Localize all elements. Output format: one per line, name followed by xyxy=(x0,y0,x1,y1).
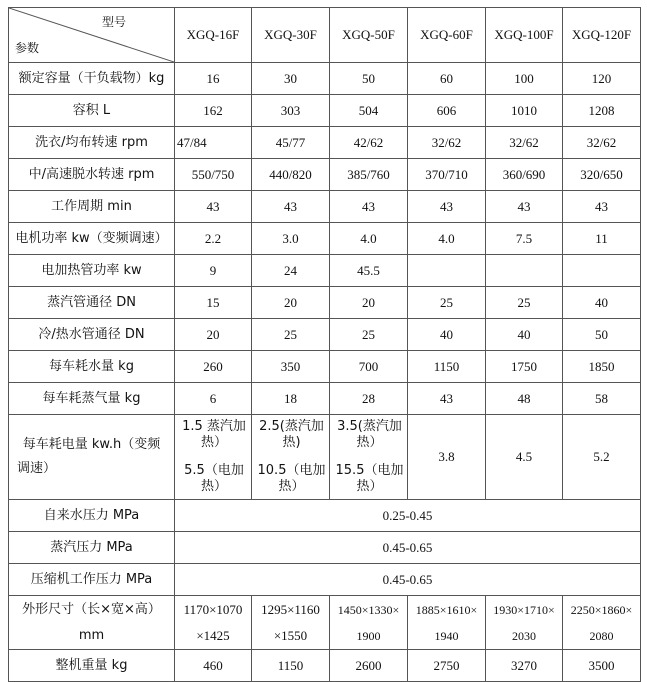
electric-heating-value: 5.5（电加热） xyxy=(184,463,244,494)
dimension-line: 2030 xyxy=(512,628,536,643)
table-row xyxy=(9,127,641,159)
table-row xyxy=(9,191,641,223)
value-cell xyxy=(563,596,641,650)
corner-cell xyxy=(9,8,175,63)
row-label: 自来水压力 MPa xyxy=(9,500,175,532)
row-label: 压缩机工作压力 MPa xyxy=(9,564,175,596)
value-cell xyxy=(486,596,563,650)
value-cell: 606 xyxy=(408,95,486,127)
model-header: XGQ-30F xyxy=(252,8,330,63)
model-header: XGQ-120F xyxy=(563,8,641,63)
row-label: 每车耗蒸气量 kg xyxy=(9,383,175,415)
value-cell: 15 xyxy=(175,287,252,319)
value-cell: 32/62 xyxy=(408,127,486,159)
value-cell: 3.0 xyxy=(252,223,330,255)
value-cell: 440/820 xyxy=(252,159,330,191)
table-row xyxy=(9,287,641,319)
corner-bottom-label: 参数 xyxy=(15,41,40,55)
row-label: 电加热管功率 kw xyxy=(9,255,175,287)
value-cell: 40 xyxy=(563,287,641,319)
model-header: XGQ-60F xyxy=(408,8,486,63)
row-label-line: 外形尺寸（长×宽×高） xyxy=(22,601,161,617)
value-cell: 303 xyxy=(252,95,330,127)
value-cell: 1010 xyxy=(486,95,563,127)
value-cell: 43 xyxy=(563,191,641,223)
value-cell: 700 xyxy=(330,351,408,383)
table-row xyxy=(9,383,641,415)
value-cell: 43 xyxy=(252,191,330,223)
steam-heating-value: 3.5(蒸汽加热） xyxy=(337,419,402,450)
value-cell: 20 xyxy=(252,287,330,319)
value-cell: 40 xyxy=(408,319,486,351)
value-cell xyxy=(252,596,330,650)
dimension-line: 2080 xyxy=(589,628,614,643)
value-cell xyxy=(175,415,252,500)
value-cell xyxy=(330,415,408,500)
table-row xyxy=(9,223,641,255)
value-cell: 1150 xyxy=(408,351,486,383)
table-row xyxy=(9,159,641,191)
value-cell: 2.2 xyxy=(175,223,252,255)
value-cell: 30 xyxy=(252,63,330,95)
value-cell: 1150 xyxy=(252,650,330,682)
value-cell: 4.5 xyxy=(486,415,563,500)
value-cell: 4.0 xyxy=(330,223,408,255)
row-label: 冷/热水管通径 DN xyxy=(9,319,175,351)
value-cell: 7.5 xyxy=(486,223,563,255)
row-label: 额定容量（干负载物）kg xyxy=(9,63,175,95)
value-cell xyxy=(486,255,563,287)
table-row xyxy=(9,95,641,127)
row-label xyxy=(9,596,175,650)
value-cell: 1750 xyxy=(486,351,563,383)
steam-heating-value: 1.5 蒸汽加热） xyxy=(182,419,246,450)
row-label: 容积 L xyxy=(9,95,175,127)
dimension-line: 2250×1860× xyxy=(570,602,633,617)
value-cell: 2600 xyxy=(330,650,408,682)
table-row xyxy=(9,63,641,95)
row-label: 每车耗水量 kg xyxy=(9,351,175,383)
value-cell: 42/62 xyxy=(330,127,408,159)
value-cell: 360/690 xyxy=(486,159,563,191)
value-cell: 3.8 xyxy=(408,415,486,500)
value-cell: 40 xyxy=(486,319,563,351)
dimension-line: 1295×1160 xyxy=(261,601,320,617)
table-row xyxy=(9,351,641,383)
electric-heating-value: 15.5（电加热） xyxy=(335,463,404,494)
value-cell: 43 xyxy=(486,191,563,223)
value-cell: 3270 xyxy=(486,650,563,682)
table-row xyxy=(9,650,641,682)
value-cell: 370/710 xyxy=(408,159,486,191)
value-cell: 4.0 xyxy=(408,223,486,255)
row-label: 洗衣/均布转速 rpm xyxy=(9,127,175,159)
row-label-line: 每车耗电量 kw.h（变频 xyxy=(22,437,161,452)
dimension-line: 1450×1330× xyxy=(337,602,400,617)
value-cell: 1208 xyxy=(563,95,641,127)
value-cell xyxy=(408,596,486,650)
value-cell: 5.2 xyxy=(563,415,641,500)
value-cell: 43 xyxy=(408,383,486,415)
model-header: XGQ-16F xyxy=(175,8,252,63)
dimension-line: 1900 xyxy=(356,628,381,643)
row-label xyxy=(9,415,175,500)
value-cell: 25 xyxy=(408,287,486,319)
table-row-merged xyxy=(9,500,641,532)
value-cell: 43 xyxy=(408,191,486,223)
corner-top-label: 型号 xyxy=(101,15,126,29)
value-cell: 60 xyxy=(408,63,486,95)
value-cell: 460 xyxy=(175,650,252,682)
value-cell: 100 xyxy=(486,63,563,95)
value-cell: 47/84 xyxy=(175,127,252,159)
value-cell: 28 xyxy=(330,383,408,415)
value-cell: 24 xyxy=(252,255,330,287)
value-cell: 43 xyxy=(330,191,408,223)
table-row-merged xyxy=(9,532,641,564)
value-cell xyxy=(563,255,641,287)
value-cell: 25 xyxy=(486,287,563,319)
value-cell: 504 xyxy=(330,95,408,127)
value-cell xyxy=(175,596,252,650)
value-cell: 48 xyxy=(486,383,563,415)
table-row xyxy=(9,319,641,351)
value-cell: 32/62 xyxy=(563,127,641,159)
merged-value-cell: 0.25-0.45 xyxy=(175,500,641,532)
value-cell xyxy=(330,596,408,650)
value-cell: 50 xyxy=(330,63,408,95)
value-cell: 32/62 xyxy=(486,127,563,159)
dimension-line: 1170×1070 xyxy=(183,601,243,617)
value-cell: 16 xyxy=(175,63,252,95)
value-cell: 20 xyxy=(330,287,408,319)
row-label: 整机重量 kg xyxy=(9,650,175,682)
header-row xyxy=(9,8,641,63)
row-label: 中/高速脱水转速 rpm xyxy=(9,159,175,191)
value-cell: 43 xyxy=(175,191,252,223)
table-row xyxy=(9,255,641,287)
model-header: XGQ-100F xyxy=(486,8,563,63)
value-cell: 11 xyxy=(563,223,641,255)
row-label-line: mm xyxy=(78,627,105,643)
value-cell: 385/760 xyxy=(330,159,408,191)
merged-value-cell: 0.45-0.65 xyxy=(175,532,641,564)
electric-heating-value: 10.5（电加热） xyxy=(257,463,326,494)
table-row-dimensions xyxy=(9,596,641,650)
dimension-line: 1930×1710× xyxy=(493,602,555,617)
dimension-line: ×1425 xyxy=(196,627,230,643)
value-cell: 350 xyxy=(252,351,330,383)
value-cell: 550/750 xyxy=(175,159,252,191)
row-label: 蒸汽管通径 DN xyxy=(9,287,175,319)
value-cell: 50 xyxy=(563,319,641,351)
value-cell: 260 xyxy=(175,351,252,383)
dimension-line: 1940 xyxy=(434,628,459,643)
value-cell: 9 xyxy=(175,255,252,287)
row-label: 电机功率 kw（变频调速） xyxy=(9,223,175,255)
value-cell: 120 xyxy=(563,63,641,95)
table-row-power xyxy=(9,415,641,500)
value-cell: 2750 xyxy=(408,650,486,682)
dimension-line: ×1550 xyxy=(273,627,308,643)
value-cell xyxy=(252,415,330,500)
value-cell: 20 xyxy=(175,319,252,351)
spec-table xyxy=(8,7,641,682)
value-cell: 18 xyxy=(252,383,330,415)
value-cell: 45/77 xyxy=(252,127,330,159)
value-cell: 45.5 xyxy=(330,255,408,287)
value-cell: 1850 xyxy=(563,351,641,383)
value-cell: 25 xyxy=(252,319,330,351)
value-cell xyxy=(408,255,486,287)
value-cell: 3500 xyxy=(563,650,641,682)
steam-heating-value: 2.5(蒸汽加热) xyxy=(259,419,324,450)
value-cell: 58 xyxy=(563,383,641,415)
row-label: 工作周期 min xyxy=(9,191,175,223)
merged-value-cell: 0.45-0.65 xyxy=(175,564,641,596)
row-label-line: 调速） xyxy=(17,461,57,476)
value-cell: 25 xyxy=(330,319,408,351)
dimension-line: 1885×1610× xyxy=(415,602,478,617)
row-label: 蒸汽压力 MPa xyxy=(9,532,175,564)
model-header: XGQ-50F xyxy=(330,8,408,63)
table-row-merged xyxy=(9,564,641,596)
value-cell: 6 xyxy=(175,383,252,415)
value-cell: 162 xyxy=(175,95,252,127)
value-cell: 320/650 xyxy=(563,159,641,191)
